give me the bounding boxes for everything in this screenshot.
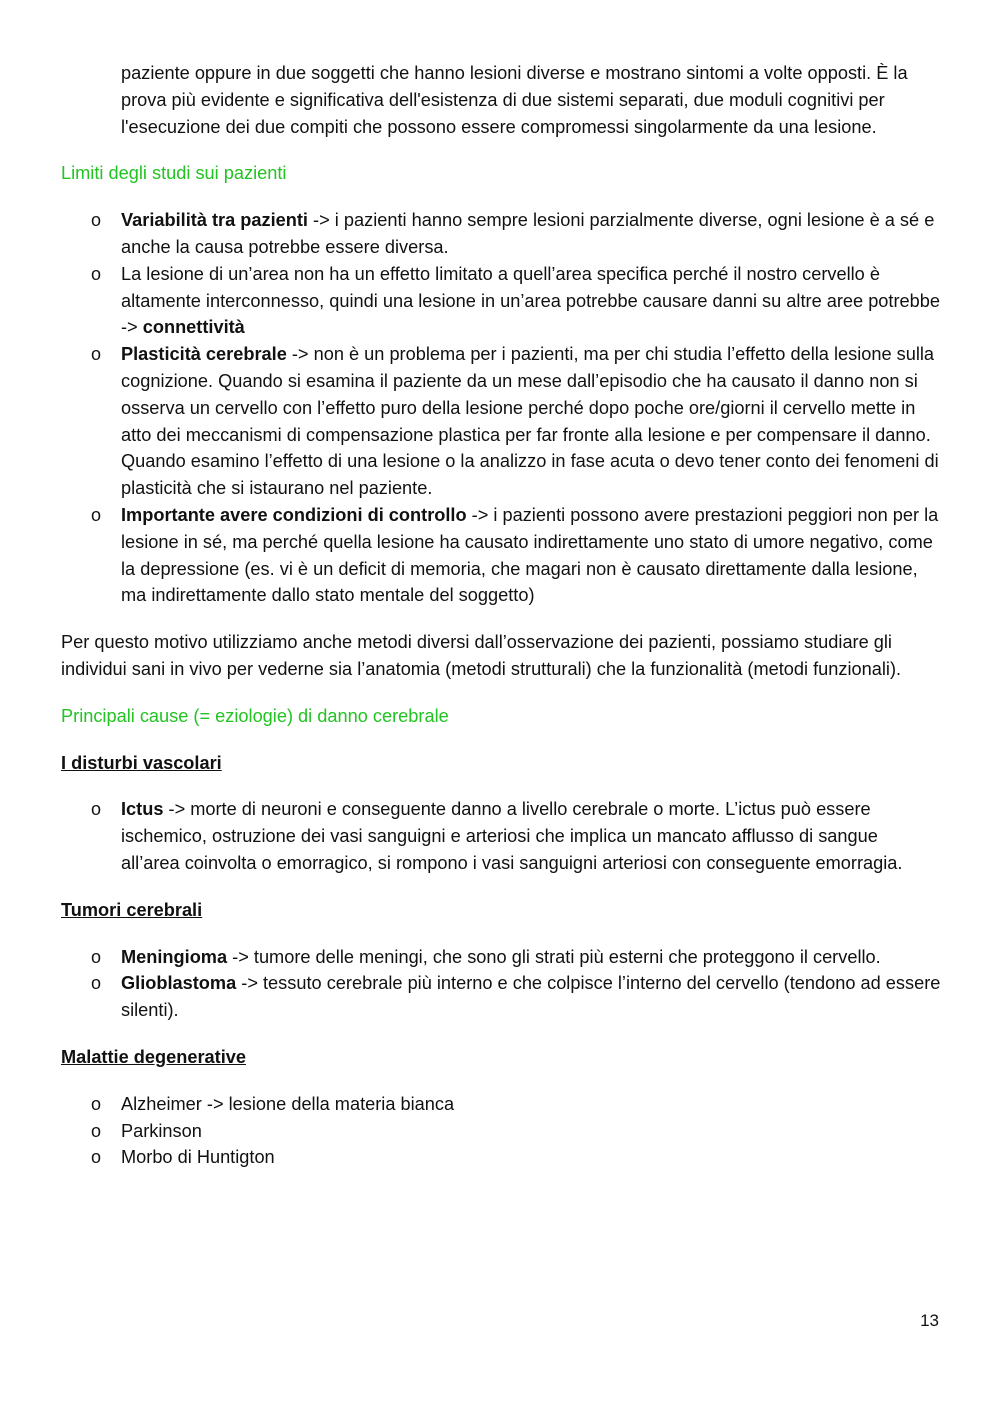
motivo-paragraph: Per questo motivo utilizziamo anche metodi diversi dall’osservazione dei pazienti, possiamo studiare gli individui sani in vivo per vederne sia l’anatomia (metodi strutturali) che la funzionalità (metodi funzionali).: [61, 632, 902, 679]
vascolari-heading: I disturbi vascolari: [61, 752, 222, 773]
item-bold: Ictus: [121, 799, 164, 820]
item-bold: Glioblastoma: [121, 973, 237, 994]
item-text: -> tessuto cerebrale più interno e che colpisce l’interno del cervello (tendono ad essere silenti).: [121, 973, 941, 1021]
bullet-icon: o: [91, 1147, 102, 1168]
bullet-icon: o: [91, 210, 102, 231]
tumori-list: [61, 944, 941, 1024]
list-item: [61, 1091, 941, 1118]
item-text: -> i pazienti hanno sempre lesioni parzialmente diverse, ogni lesione è a sé e anche la causa potrebbe essere diversa.: [121, 210, 935, 257]
item-bold: Meningioma: [121, 946, 228, 967]
item-bold: Plasticità cerebrale: [121, 344, 287, 365]
list-item: [61, 796, 941, 876]
bullet-icon: o: [91, 973, 102, 994]
item-text: Parkinson: [121, 1120, 202, 1141]
bullet-icon: o: [91, 344, 102, 365]
continuation-paragraph: paziente oppure in due soggetti che hanno lesioni diverse e mostrano sintomi a volte opposti. È la prova più evidente e significativa dell'esistenza di due sistemi separati, due moduli cognitivi per l'esecuzione dei due compiti che possono essere compromessi singolarmente da una lesione.: [121, 63, 908, 137]
list-item: [61, 261, 941, 341]
item-bold: connettività: [142, 317, 245, 338]
page-number: 13: [920, 1311, 939, 1330]
bullet-icon: o: [91, 946, 102, 967]
degenerative-heading: Malattie degenerative: [61, 1046, 246, 1067]
item-bold: Variabilità tra pazienti: [121, 210, 308, 231]
item-text: -> morte di neuroni e conseguente danno a livello cerebrale o morte. L’ictus può essere ischemico, ostruzione dei vasi sanguigni e arteriosi che implica un mancato afflusso di sangue all’area coinvolta o emorragico, si rompono i vasi sanguigni arteriosi con conseguente emorragia.: [121, 799, 903, 873]
bullet-icon: o: [91, 263, 102, 284]
item-text: -> tumore delle meningi, che sono gli strati più esterni che proteggono il cervello.: [227, 946, 881, 967]
item-bold: Importante avere condizioni di controllo: [121, 504, 467, 525]
list-item: [61, 341, 941, 502]
vascolari-list: [61, 796, 941, 876]
item-text: Alzheimer -> lesione della materia bianca: [121, 1093, 455, 1114]
limiti-heading: Limiti degli studi sui pazienti: [61, 163, 287, 184]
item-text: -> non è un problema per i pazienti, ma per chi studia l’effetto della lesione sulla cognizione. Quando si esamina il paziente da un mese dall’episodio che ha causato il danno non si osserva un cervello con l’effetto puro della lesione perché dopo poche ore/giorni il cervello mette in atto dei meccanismi di compensazione plastica per far fronte alla lesione e per compensare il danno. Quando esamino l’effetto di una lesione o la analizzo in fase acuta o devo tener conto dei fenomeni di plasticità che si istaurano nel paziente.: [121, 344, 939, 499]
degenerative-list: [61, 1091, 941, 1171]
list-item: [61, 207, 941, 261]
tumori-heading: Tumori cerebrali: [61, 899, 203, 920]
cause-heading: Principali cause (= eziologie) di danno cerebrale: [61, 705, 449, 726]
bullet-icon: o: [91, 1093, 102, 1114]
list-item: [61, 970, 941, 1024]
list-item: [61, 1118, 941, 1145]
limiti-list: [61, 207, 941, 609]
bullet-icon: o: [91, 1120, 102, 1141]
item-text: -> i pazienti possono avere prestazioni peggiori non per la lesione in sé, ma perché quella lesione ha causato indirettamente uno stato di umore negativo, come la depressione (es. vi è un deficit di memoria, che magari non è causato direttamente dalla lesione, ma indirettamente dallo stato mentale del soggetto): [121, 504, 939, 606]
page-content: [61, 60, 941, 1171]
item-text: Morbo di Huntigton: [121, 1147, 275, 1168]
bullet-icon: o: [91, 799, 102, 820]
list-item: [61, 502, 941, 609]
list-item: [61, 1144, 941, 1171]
list-item: [61, 944, 941, 971]
bullet-icon: o: [91, 504, 102, 525]
item-text: La lesione di un’area non ha un effetto limitato a quell’area specifica perché il nostro cervello è altamente interconnesso, quindi una lesione in un’area potrebbe causare danni su altre aree potrebbe ->: [121, 263, 940, 338]
